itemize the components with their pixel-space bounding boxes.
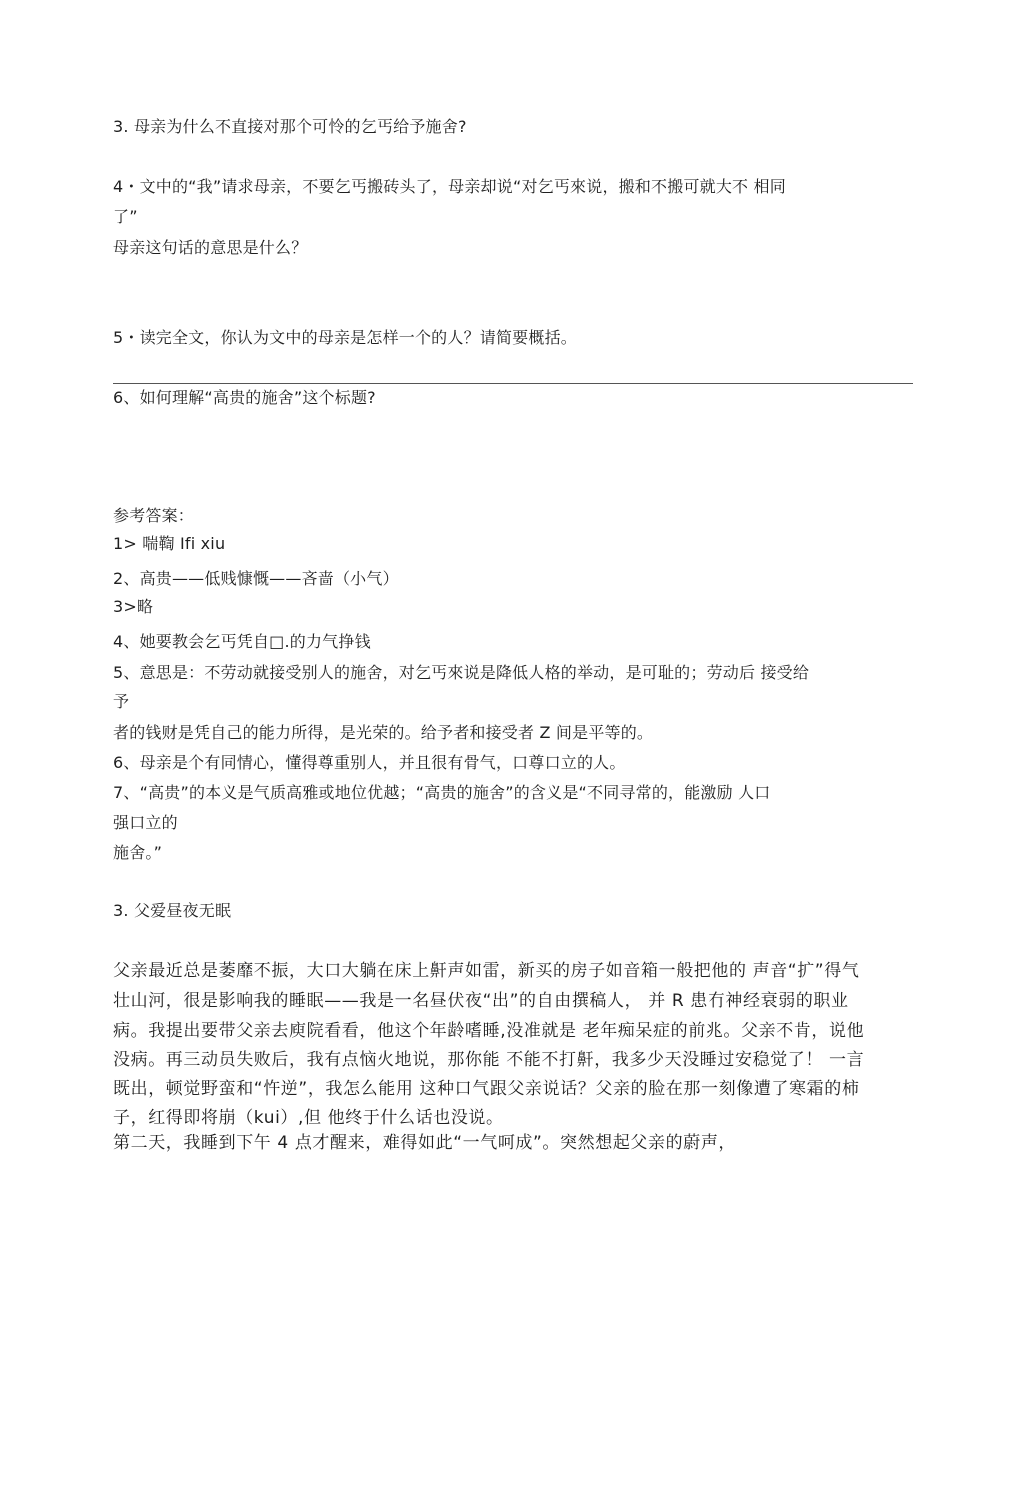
question-4-line-3: 母亲这句话的意思是什么？ — [113, 238, 308, 257]
article-title: 3. 父爱昼夜无眠 — [113, 901, 232, 920]
question-3: 3. 母亲为什么不直接对那个可怜的乞丐给予施舍? — [113, 117, 467, 136]
question-4-line-1: 4・文中的“我”请求母亲，不要乞丐搬砖头了，母亲却说“对乞丐來说，搬和不搬可就大不 相同 — [113, 177, 786, 196]
answer-4: 4、她要教会乞丐凭自□.的力气挣钱 — [113, 632, 371, 651]
question-6: 6、如何理解“高贵的施舍”这个标题? — [113, 388, 376, 407]
answer-6: 6、母亲是个有同情心，懂得尊重别人，并且很有骨气，口尊口立的人。 — [113, 753, 626, 772]
article-line-7: 第二天，我睡到下午 4 点才醒来，难得如此“一气呵成”。突然想起父亲的蔚声， — [113, 1133, 737, 1153]
answer-1: 1> 喘鞫 Ifi xiu — [113, 534, 226, 553]
article-line-6: 子，红得即将崩（kui）,但 他终于什么话也没说。 — [113, 1108, 504, 1128]
answer-3: 3>略 — [113, 597, 154, 616]
article-line-4: 没病。再三动员失败后，我有点恼火地说，那你能 不能不打鼾，我多少天没睡过安稳觉了！ 一言 — [113, 1050, 865, 1070]
answer-5-line-3: 者的钱财是凭自己的能力所得，是光荣的。给予者和接受者 Z 间是平等的。 — [113, 723, 654, 742]
answer-7-line-3: 施舍。” — [113, 843, 163, 862]
answer-line-divider — [113, 383, 913, 384]
article-line-2: 壮山河，很是影响我的睡眠——我是一名昼伏夜“出”的自由撰稿人， 并 R 患冇神经衰弱的职业 — [113, 991, 849, 1011]
question-4-line-2: 了” — [113, 207, 138, 226]
article-line-1: 父亲最近总是萎靡不振，大口大躺在床上鼾声如雷，新买的房子如音箱一般把他的 声音“扩”得气 — [113, 961, 860, 981]
question-5: 5・读完全文，你认为文中的母亲是怎样一个的人？请简要概括。 — [113, 328, 577, 347]
article-line-5: 既出，顿觉野蛮和“忤逆”，我怎么能用 这种口气跟父亲说话？父亲的脸在那一刻像遭了寒霜的柿 — [113, 1079, 860, 1099]
answer-7-line-2: 强口立的 — [113, 813, 178, 832]
answer-5-line-1: 5、意思是：不劳动就接受别人的施舍，对乞丐來说是降低人格的举动，是可耻的；劳动后 接受给 — [113, 663, 810, 682]
answers-heading: 参考答案： — [113, 506, 195, 525]
article-line-3: 病。我提出要带父亲去庾院看看，他这个年龄嗜睡,没准就是 老年痴呆症的前兆。父亲不肯，说他 — [113, 1021, 865, 1041]
answer-2: 2、高贵——低贱慷慨——吝啬（小气） — [113, 569, 399, 588]
answer-7-line-1: 7、“高贵”的本义是气质高雅或地位优越；“高贵的施舍”的含义是“不同寻常的，能激励 人口 — [113, 783, 771, 802]
answer-5-line-2: 予 — [113, 692, 130, 711]
